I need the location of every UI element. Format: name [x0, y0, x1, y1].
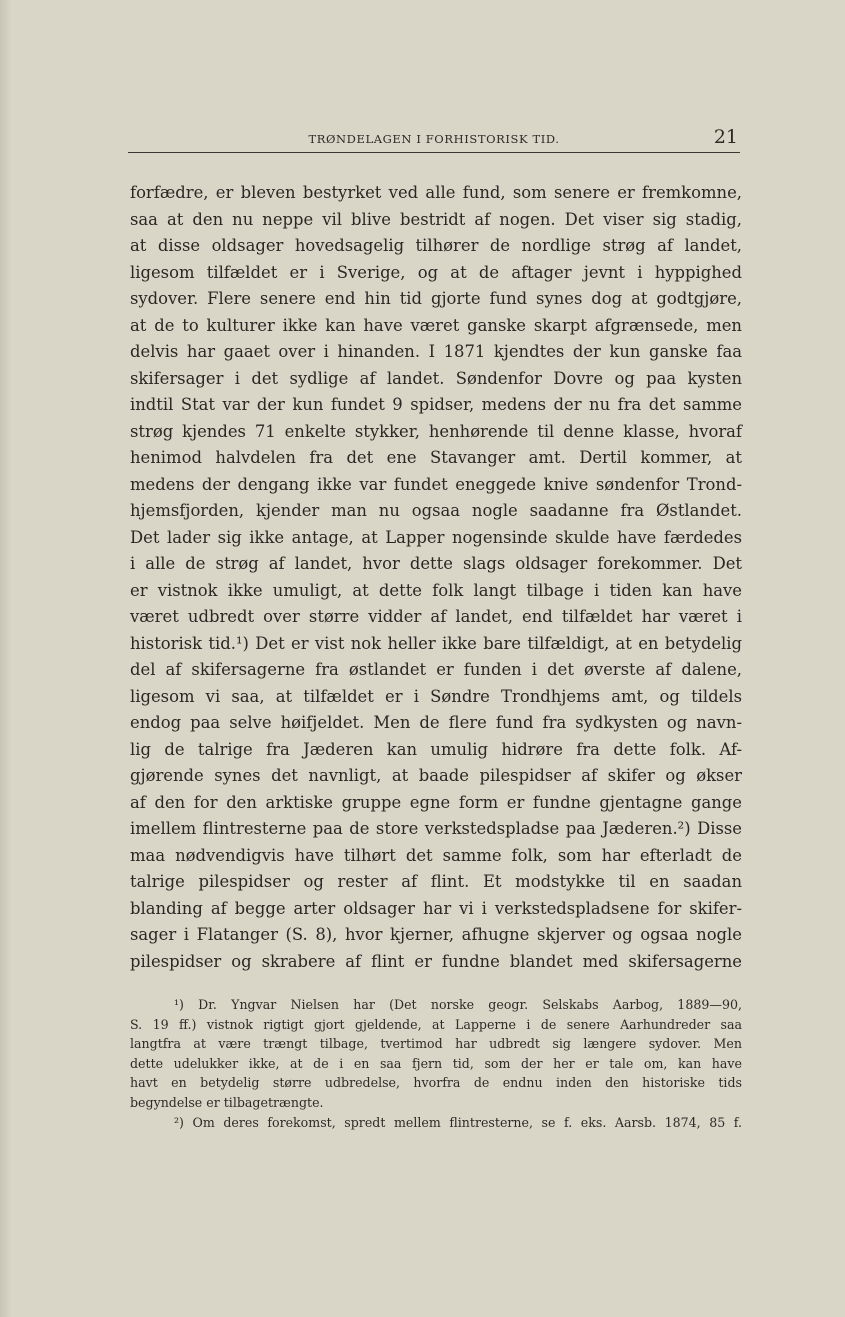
body-text: [130, 180, 742, 975]
footnote-1-line: ¹) Dr. Yngvar Nielsen har (Det norske geogr. Selskabs Aarbog, 1889—90,: [174, 997, 742, 1012]
body-line: forfædre, er bleven bestyrket ved alle fund, som senere er fremkomne,: [130, 183, 742, 202]
body-line: maa nødvendigvis have tilhørt det samme folk, som har efterladt de: [130, 845, 742, 865]
body-line: imellem flintresterne paa de store verkstedspladse paa Jæderen.²) Disse: [130, 819, 742, 838]
body-line: lig de talrige fra Jæderen kan umulig hidrøre fra dette folk. Af-: [130, 739, 742, 759]
footnote-1-line: langtfra at være trængt tilbage, tvertimod har udbredt sig længere sydover. Men: [130, 1036, 742, 1052]
body-line: historisk tid.¹) Det er vist nok heller ikke bare tilfældigt, at en betydelig: [130, 633, 742, 653]
body-line: at de to kulturer ikke kan have været ganske skarpt afgrænsede, men: [130, 315, 742, 335]
body-line: i alle de strøg af landet, hvor dette slags oldsager forekommer. Det: [130, 554, 742, 573]
binding-shadow: [0, 0, 12, 1317]
body-line: del af skifersagerne fra østlandet er funden i det øverste af dalene,: [130, 660, 742, 679]
footnote-1-line: havt en betydelig større udbredelse, hvorfra de endnu inden den historiske tids: [130, 1075, 742, 1091]
body-line: sager i Flatanger (S. 8), hvor kjerner, afhugne skjerver og ogsaa nogle: [130, 925, 742, 944]
running-title: TRØNDELAGEN I FORHISTORISK TID.: [308, 132, 560, 146]
page-number: 21: [713, 126, 738, 148]
body-line: talrige pilespidser og rester af flint. Et modstykke til en saadan: [130, 872, 742, 891]
body-line: været udbredt over større vidder af landet, end tilfældet har været i: [130, 607, 742, 626]
body-line: delvis har gaaet over i hinanden. I 1871 kjendtes der kun ganske faa: [130, 342, 742, 361]
body-line: medens der dengang ikke var fundet eneggede knive søndenfor Trond-: [130, 474, 742, 494]
body-line: blanding af begge arter oldsager har vi i verkstedspladsene for skifer-: [130, 898, 742, 918]
footnote-1-line: S. 19 ff.) vistnok rigtigt gjort gjeldende, at Lapperne i de senere Aarhundreder saa: [130, 1016, 742, 1032]
page-header: [128, 126, 740, 153]
body-line: indtil Stat var der kun fundet 9 spidser, medens der nu fra det samme: [130, 395, 742, 414]
body-line: gjørende synes det navnligt, at baade pilespidser af skifer og økser: [130, 766, 742, 785]
body-line: af den for den arktiske gruppe egne form er fundne gjentagne gange: [130, 792, 742, 812]
body-line: sydover. Flere senere end hin tid gjorte fund synes dog at godtgjøre,: [130, 289, 742, 308]
body-line: er vistnok ikke umuligt, at dette folk langt tilbage i tiden kan have: [130, 580, 742, 600]
body-line: endog paa selve høifjeldet. Men de flere fund fra sydkysten og navn-: [130, 713, 742, 732]
body-line: henimod halvdelen fra det ene Stavanger amt. Dertil kommer, at: [130, 448, 742, 467]
body-line: ligesom tilfældet er i Sverige, og at de aftager jevnt i hyppighed: [130, 262, 742, 282]
footnotes: [130, 995, 742, 1132]
body-line: pilespidser og skrabere af flint er fundne blandet med skifersagerne: [130, 951, 742, 971]
footnote-2: ²) Om deres forekomst, spredt mellem flintresterne, se f. eks. Aarsb. 1874, 85 f.: [174, 1114, 742, 1130]
body-line: Det lader sig ikke antage, at Lapper nogensinde skulde have færdedes: [130, 527, 742, 547]
footnote-1-line: begyndelse er tilbagetrængte.: [130, 1094, 324, 1110]
footnote-1-line: dette udelukker ikke, at de i en saa fjern tid, som der her er tale om, kan have: [130, 1055, 742, 1071]
body-line: at disse oldsager hovedsagelig tilhører de nordlige strøg af landet,: [130, 236, 742, 255]
body-line: saa at den nu neppe vil blive bestridt af nogen. Det viser sig stadig,: [130, 209, 742, 229]
body-line: skifersager i det sydlige af landet. Søndenfor Dovre og paa kysten: [130, 368, 742, 388]
body-line: hjemsfjorden, kjender man nu ogsaa nogle saadanne fra Østlandet.: [130, 501, 742, 520]
body-line: ligesom vi saa, at tilfældet er i Søndre Trondhjems amt, og tildels: [130, 686, 742, 706]
body-line: strøg kjendes 71 enkelte stykker, henhørende til denne klasse, hvoraf: [130, 421, 742, 441]
